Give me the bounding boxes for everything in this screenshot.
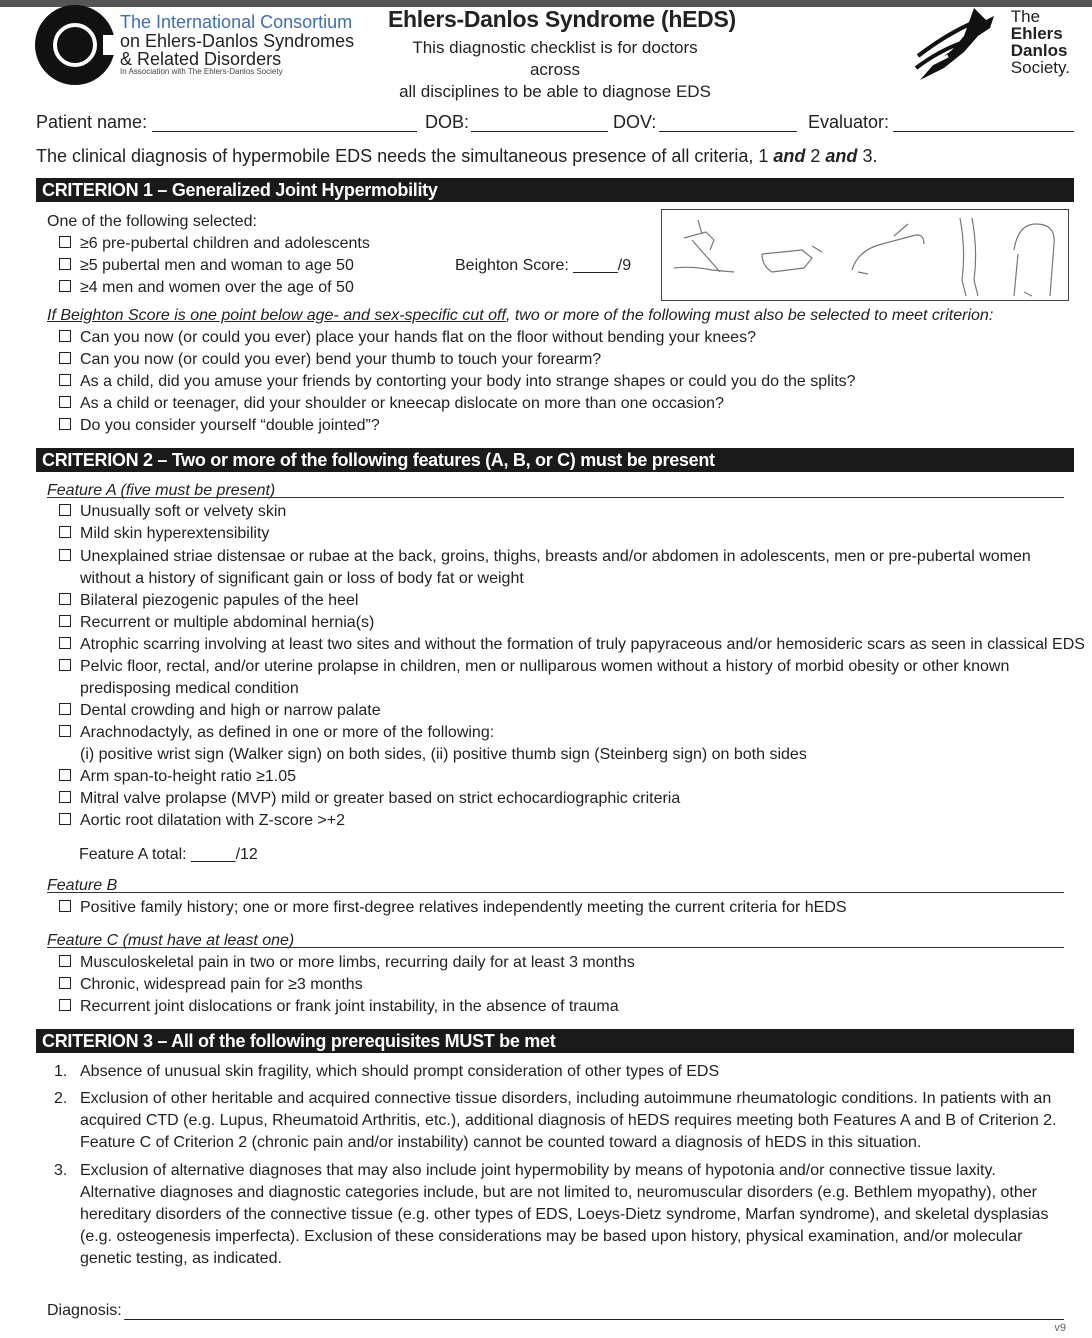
version-label: v9 [1054, 1322, 1066, 1334]
checkbox[interactable] [59, 593, 71, 605]
checkbox[interactable] [59, 900, 71, 912]
society-name: The Ehlers Danlos Society. [1010, 7, 1070, 77]
beighton-illustration [661, 209, 1069, 301]
feature-a-item[interactable]: Bilateral piezogenic papules of the heel [59, 590, 358, 612]
org-association: In Association with The Ehlers-Danlos Society [120, 67, 283, 76]
feature-c-rule [47, 947, 1064, 948]
org-name-line1: The International Consortium [120, 12, 353, 32]
intro-text: The clinical diagnosis of hypermobile EDS needs the simultaneous presence of all criteria, 1 and 2 and 3. [36, 146, 878, 166]
evaluator-field[interactable] [893, 131, 1074, 132]
feature-a-item[interactable]: Mild skin hyperextensibility [59, 523, 269, 545]
criterion1-option[interactable]: ≥5 pubertal men and woman to age 50 [59, 255, 354, 277]
criterion1-question[interactable]: Can you now (or could you ever) bend your thumb to touch your forearm? [59, 349, 601, 371]
zebra-logo-icon [914, 6, 998, 84]
checkbox[interactable] [59, 236, 71, 248]
org-name-line3: & Related Disorders [120, 49, 282, 69]
checkbox[interactable] [59, 703, 71, 715]
feature-a-item[interactable]: Atrophic scarring involving at least two sites and without the formation of truly papyraceous and/or hemosideric scars as seen in classical EDS [59, 634, 1085, 656]
criterion1-option[interactable]: ≥6 pre-pubertal children and adolescents [59, 233, 370, 255]
checkbox[interactable] [59, 374, 71, 386]
checkbox[interactable] [59, 280, 71, 292]
criterion1-heading: CRITERION 1 – Generalized Joint Hypermobility [36, 178, 1074, 202]
feature-a-item[interactable]: Arachnodactyly, as defined in one or more of the following: [59, 722, 494, 744]
criterion3-item: Absence of unusual skin fragility, which should prompt consideration of other types of EDS [80, 1063, 720, 1080]
document-title: Ehlers-Danlos Syndrome (hEDS) [388, 6, 736, 32]
criterion3-number: 1. [54, 1063, 68, 1080]
criterion3-item: Exclusion of other heritable and acquired connective tissue disorders, including autoimmune rheumatologic conditions. In patients with an acquired CTD (e.g. Lupus, Rheumatoid Arthritis, etc.), additional diagnosis of hEDS requires meeting both Features A and B of Criterion 2. Feature C of Criterion 2 (chronic pain and/or instability) cannot be counted toward a diagnosis of hEDS in this situation. [80, 1090, 1057, 1151]
feature-c-item[interactable]: Musculoskeletal pain in two or more limbs, recurring daily for at least 3 months [59, 952, 635, 974]
checkbox[interactable] [59, 725, 71, 737]
feature-a-total: Feature A total: _____/12 [79, 846, 258, 863]
feature-a-item[interactable]: Unusually soft or velvety skin [59, 501, 286, 523]
criterion3-number: 2. [54, 1090, 68, 1107]
checkbox[interactable] [59, 637, 71, 649]
evaluator-label: Evaluator: [808, 112, 890, 132]
feature-b-item[interactable]: Positive family history; one or more first-degree relatives independently meeting the current criteria for hEDS [59, 897, 847, 919]
feature-a-item[interactable]: Pelvic floor, rectal, and/or uterine prolapse in children, men or nulliparous women without a history of morbid obesity or other known [59, 656, 1009, 678]
criterion1-followup: If Beighton Score is one point below age- and sex-specific cut off, two or more of the following must also be selected to meet criterion: [47, 307, 994, 324]
dob-label: DOB: [425, 112, 470, 132]
feature-c-item[interactable]: Recurrent joint dislocations or frank joint instability, in the absence of trauma [59, 996, 619, 1018]
criterion3-number: 3. [54, 1162, 68, 1179]
feature-b-title: Feature B [47, 877, 118, 894]
feature-c-item[interactable]: Chronic, widespread pain for ≥3 months [59, 974, 363, 996]
criterion1-question[interactable]: As a child, did you amuse your friends by contorting your body into strange shapes or could you do the splits? [59, 371, 856, 393]
criterion3-heading: CRITERION 3 – All of the following prerequisites MUST be met [36, 1029, 1074, 1053]
feature-a-item-cont: (i) positive wrist sign (Walker sign) on both sides, (ii) positive thumb sign (Steinberg sign) on both sides [80, 746, 807, 763]
feature-a-item-cont: without a history of significant gain or loss of body fat or weight [80, 570, 524, 587]
checkbox[interactable] [59, 659, 71, 671]
checkbox[interactable] [59, 955, 71, 967]
feature-a-title: Feature A (five must be present) [47, 482, 276, 499]
patient-name-field[interactable] [152, 131, 417, 132]
diagnosis-label: Diagnosis: [47, 1302, 122, 1319]
feature-a-item[interactable]: Recurrent or multiple abdominal hernia(s) [59, 612, 374, 634]
checkbox[interactable] [59, 769, 71, 781]
document-subtitle: This diagnostic checklist is for doctors across all disciplines to be able to diagnose EDS [399, 38, 711, 101]
checkbox[interactable] [59, 418, 71, 430]
checkbox[interactable] [59, 549, 71, 561]
feature-b-rule [47, 892, 1064, 893]
feature-a-item[interactable]: Mitral valve prolapse (MVP) mild or greater based on strict echocardiographic criteria [59, 788, 680, 810]
checkbox[interactable] [59, 396, 71, 408]
feature-a-item[interactable]: Arm span-to-height ratio ≥1.05 [59, 766, 296, 788]
criterion1-question[interactable]: Do you consider yourself “double jointed”? [59, 415, 380, 437]
dov-field[interactable] [659, 131, 797, 132]
checkbox[interactable] [59, 999, 71, 1011]
checkbox[interactable] [59, 330, 71, 342]
checkbox[interactable] [59, 977, 71, 989]
feature-a-item[interactable]: Dental crowding and high or narrow palate [59, 700, 381, 722]
feature-a-item-cont: predisposing medical condition [80, 680, 299, 697]
checkbox[interactable] [59, 615, 71, 627]
checkbox[interactable] [59, 504, 71, 516]
criterion3-item: Exclusion of alternative diagnoses that may also include joint hypermobility by means of hypotonia and/or connective tissue laxity. Alternative diagnoses and diagnostic categories include, but are not limited to, neuromuscular disorders (e.g. Bethlem myopathy), other hereditary disorders of the connective tissue (e.g. other types of EDS, Loeys-Dietz syndrome, Marfan syndrome), and skeletal dysplasias (e.g. osteogenesis imperfecta). Exclusion of these considerations may be based upon history, physical examination, and/or molecular genetic testing, as indicated. [80, 1162, 1049, 1267]
feature-a-item[interactable]: Unexplained striae distensae or rubae at the back, groins, thighs, breasts and/or abdomen in adolescents, men or pre-pubertal women [59, 546, 1031, 568]
diagnosis-field[interactable] [124, 1319, 1064, 1320]
criterion2-heading: CRITERION 2 – Two or more of the following features (A, B, or C) must be present [36, 448, 1074, 472]
checkbox[interactable] [59, 791, 71, 803]
criterion1-question[interactable]: As a child or teenager, did your shoulder or kneecap dislocate on more than one occasion? [59, 393, 724, 415]
feature-a-rule [47, 497, 1064, 498]
criterion1-one-of: One of the following selected: [47, 213, 257, 230]
criterion1-question[interactable]: Can you now (or could you ever) place your hands flat on the floor without bending your knees? [59, 327, 756, 349]
dob-field[interactable] [471, 131, 608, 132]
checkbox[interactable] [59, 526, 71, 538]
patient-name-label: Patient name: [36, 112, 148, 132]
criterion1-option[interactable]: ≥4 men and women over the age of 50 [59, 277, 354, 299]
feature-a-item[interactable]: Aortic root dilatation with Z-score >+2 [59, 810, 345, 832]
checkbox[interactable] [59, 352, 71, 364]
dov-label: DOV: [613, 112, 657, 132]
feature-c-title: Feature C (must have at least one) [47, 932, 295, 949]
consortium-logo-icon [35, 5, 115, 85]
checkbox[interactable] [59, 813, 71, 825]
checkbox[interactable] [59, 258, 71, 270]
org-name-line2: on Ehlers-Danlos Syndromes [120, 31, 355, 51]
beighton-score: Beighton Score: _____/9 [455, 257, 632, 274]
